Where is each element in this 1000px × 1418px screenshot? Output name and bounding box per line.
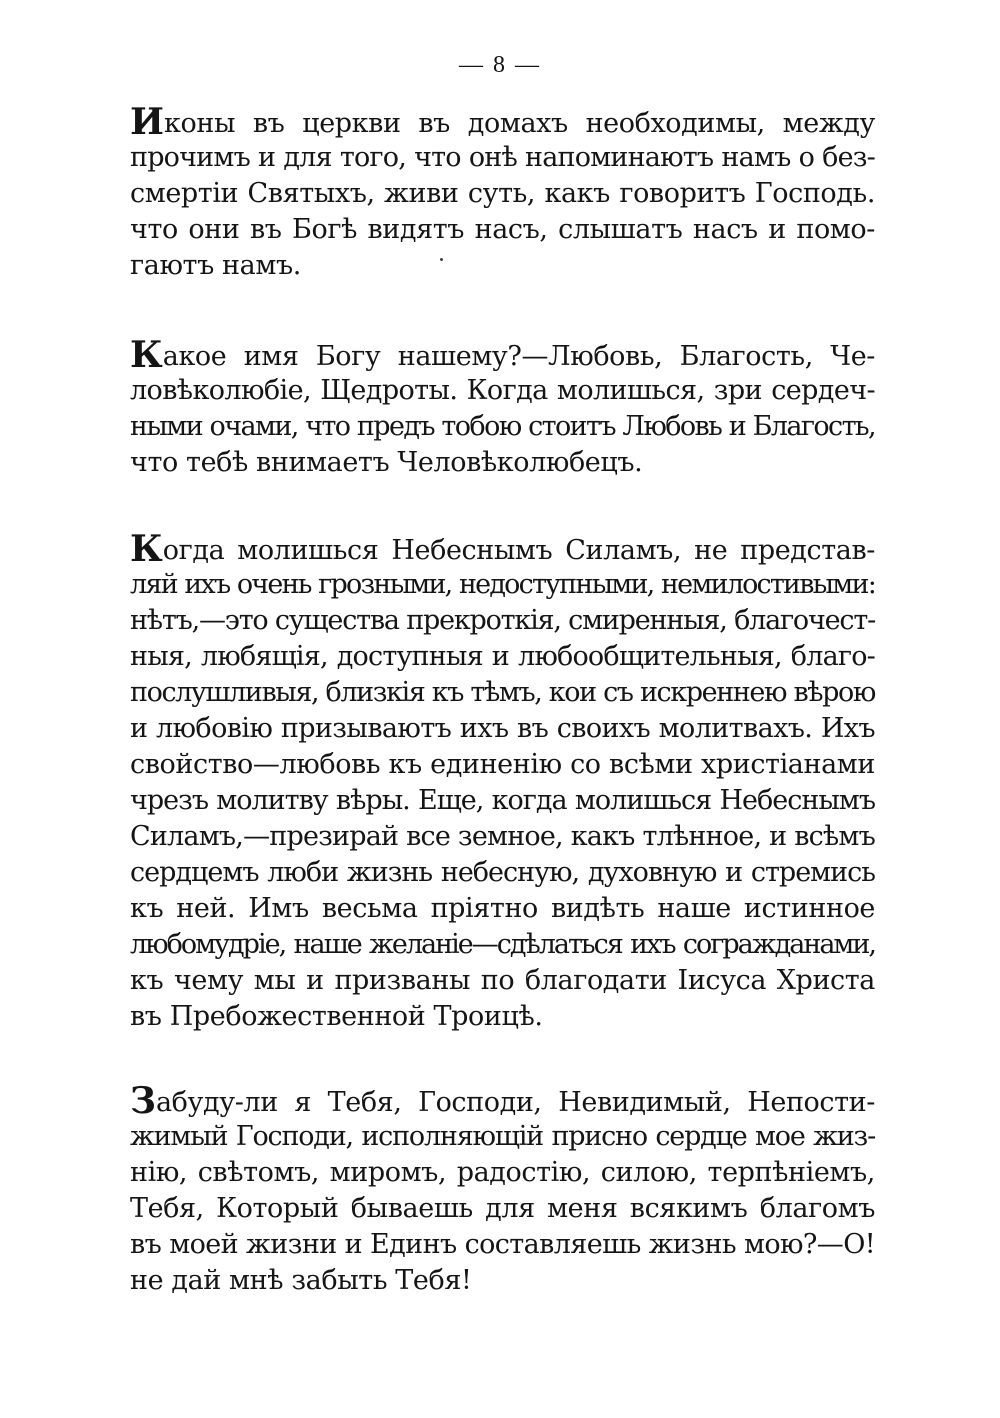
first-line-text: коны въ церкви въ домахъ необходимы, между [164, 108, 875, 139]
drop-initial: К [130, 334, 163, 376]
first-line-text: акое имя Богу нашему?—Любовь, Благость, Че- [162, 341, 875, 372]
paragraph-line: нію, свѣтомъ, миромъ, радостію, силою, терпѣніемъ, [130, 1157, 875, 1188]
paragraph-line: ляй ихъ очень грозными, недоступными, немилостивыми: [130, 569, 875, 600]
paragraph-line: чрезъ молитву вѣры. Еще, когда молишься Небеснымъ [130, 785, 875, 816]
page-number: — 8 — [459, 52, 541, 78]
paragraph-line: любомудріе, наше желаніе—сдѣлаться ихъ согражданами, [130, 929, 875, 960]
paragraph-line [130, 334, 875, 376]
paragraph-line: ными очами, что предъ тобою стоитъ Любовь и Благость, [130, 411, 875, 442]
paragraph-line: свойство—любовь къ единенію со всѣми христіанами [130, 749, 875, 780]
paragraph-line: къ чему мы и призваны по благодати Іисуса Христа [130, 965, 875, 996]
paragraph-line: что тебѣ внимаетъ Человѣколюбецъ. [130, 447, 643, 478]
paragraph-line: къ ней. Имъ весьма пріятно видѣть наше истинное [130, 893, 875, 924]
drop-initial: И [130, 101, 165, 143]
paragraph-line: жимый Господи, исполняющій присно сердце мое жиз- [130, 1121, 875, 1152]
first-line-text: огда молишься Небеснымъ Силамъ, не представ- [162, 535, 875, 566]
paragraph-heavenly-powers [130, 528, 875, 1035]
paragraph-line: въ моей жизни и Единъ составляешь жизнь мою?—О! [130, 1229, 875, 1260]
paragraph-line: Тебя, Который бываешь для меня всякимъ благомъ [130, 1193, 875, 1224]
paragraph-name-of-god [130, 334, 875, 481]
paragraph-line: ныя, любящія, доступныя и любообщительныя, благо- [130, 641, 875, 672]
paragraph-line: послушливыя, близкія къ тѣмъ, кои съ искреннею вѣрою [130, 677, 875, 708]
first-line-text: абуду-ли я Тебя, Господи, Невидимый, Непости- [155, 1087, 875, 1118]
drop-initial: К [130, 528, 163, 570]
paragraph-line: и любовію призываютъ ихъ въ своихъ молитвахъ. Ихъ [130, 713, 875, 744]
paragraph-line: гаютъ намъ. [130, 250, 301, 281]
paragraph-line: Силамъ,—презирай все земное, какъ тлѣнное, и всѣмъ [130, 821, 875, 852]
paragraph-line: что они въ Богѣ видятъ насъ, слышатъ насъ и помо- [130, 214, 875, 245]
paragraph-line: сердцемъ люби жизнь небесную, духовную и стремись [130, 857, 875, 888]
drop-initial: З [130, 1080, 156, 1122]
paragraph-line: ловѣколюбіе, Щедроты. Когда молишься, зри сердеч- [130, 375, 875, 406]
paragraph-line [130, 528, 875, 570]
paragraph-forget-thee [130, 1080, 875, 1299]
paragraph-line [130, 1080, 875, 1122]
paragraph-line: прочимъ и для того, что онѣ напоминаютъ намъ о без- [130, 142, 875, 173]
paragraph-icons [130, 101, 875, 284]
paragraph-line: нѣтъ,—это существа прекроткія, смиренныя, благочест- [130, 605, 875, 636]
print-blemish [440, 258, 443, 261]
paragraph-line: въ Пребожественной Троицѣ. [130, 1001, 543, 1032]
paragraph-line: смертіи Святыхъ, живи суть, какъ говоритъ Господь. [130, 178, 875, 209]
paragraph-line [130, 101, 875, 143]
paragraph-line: не дай мнѣ забыть Тебя! [130, 1265, 472, 1296]
